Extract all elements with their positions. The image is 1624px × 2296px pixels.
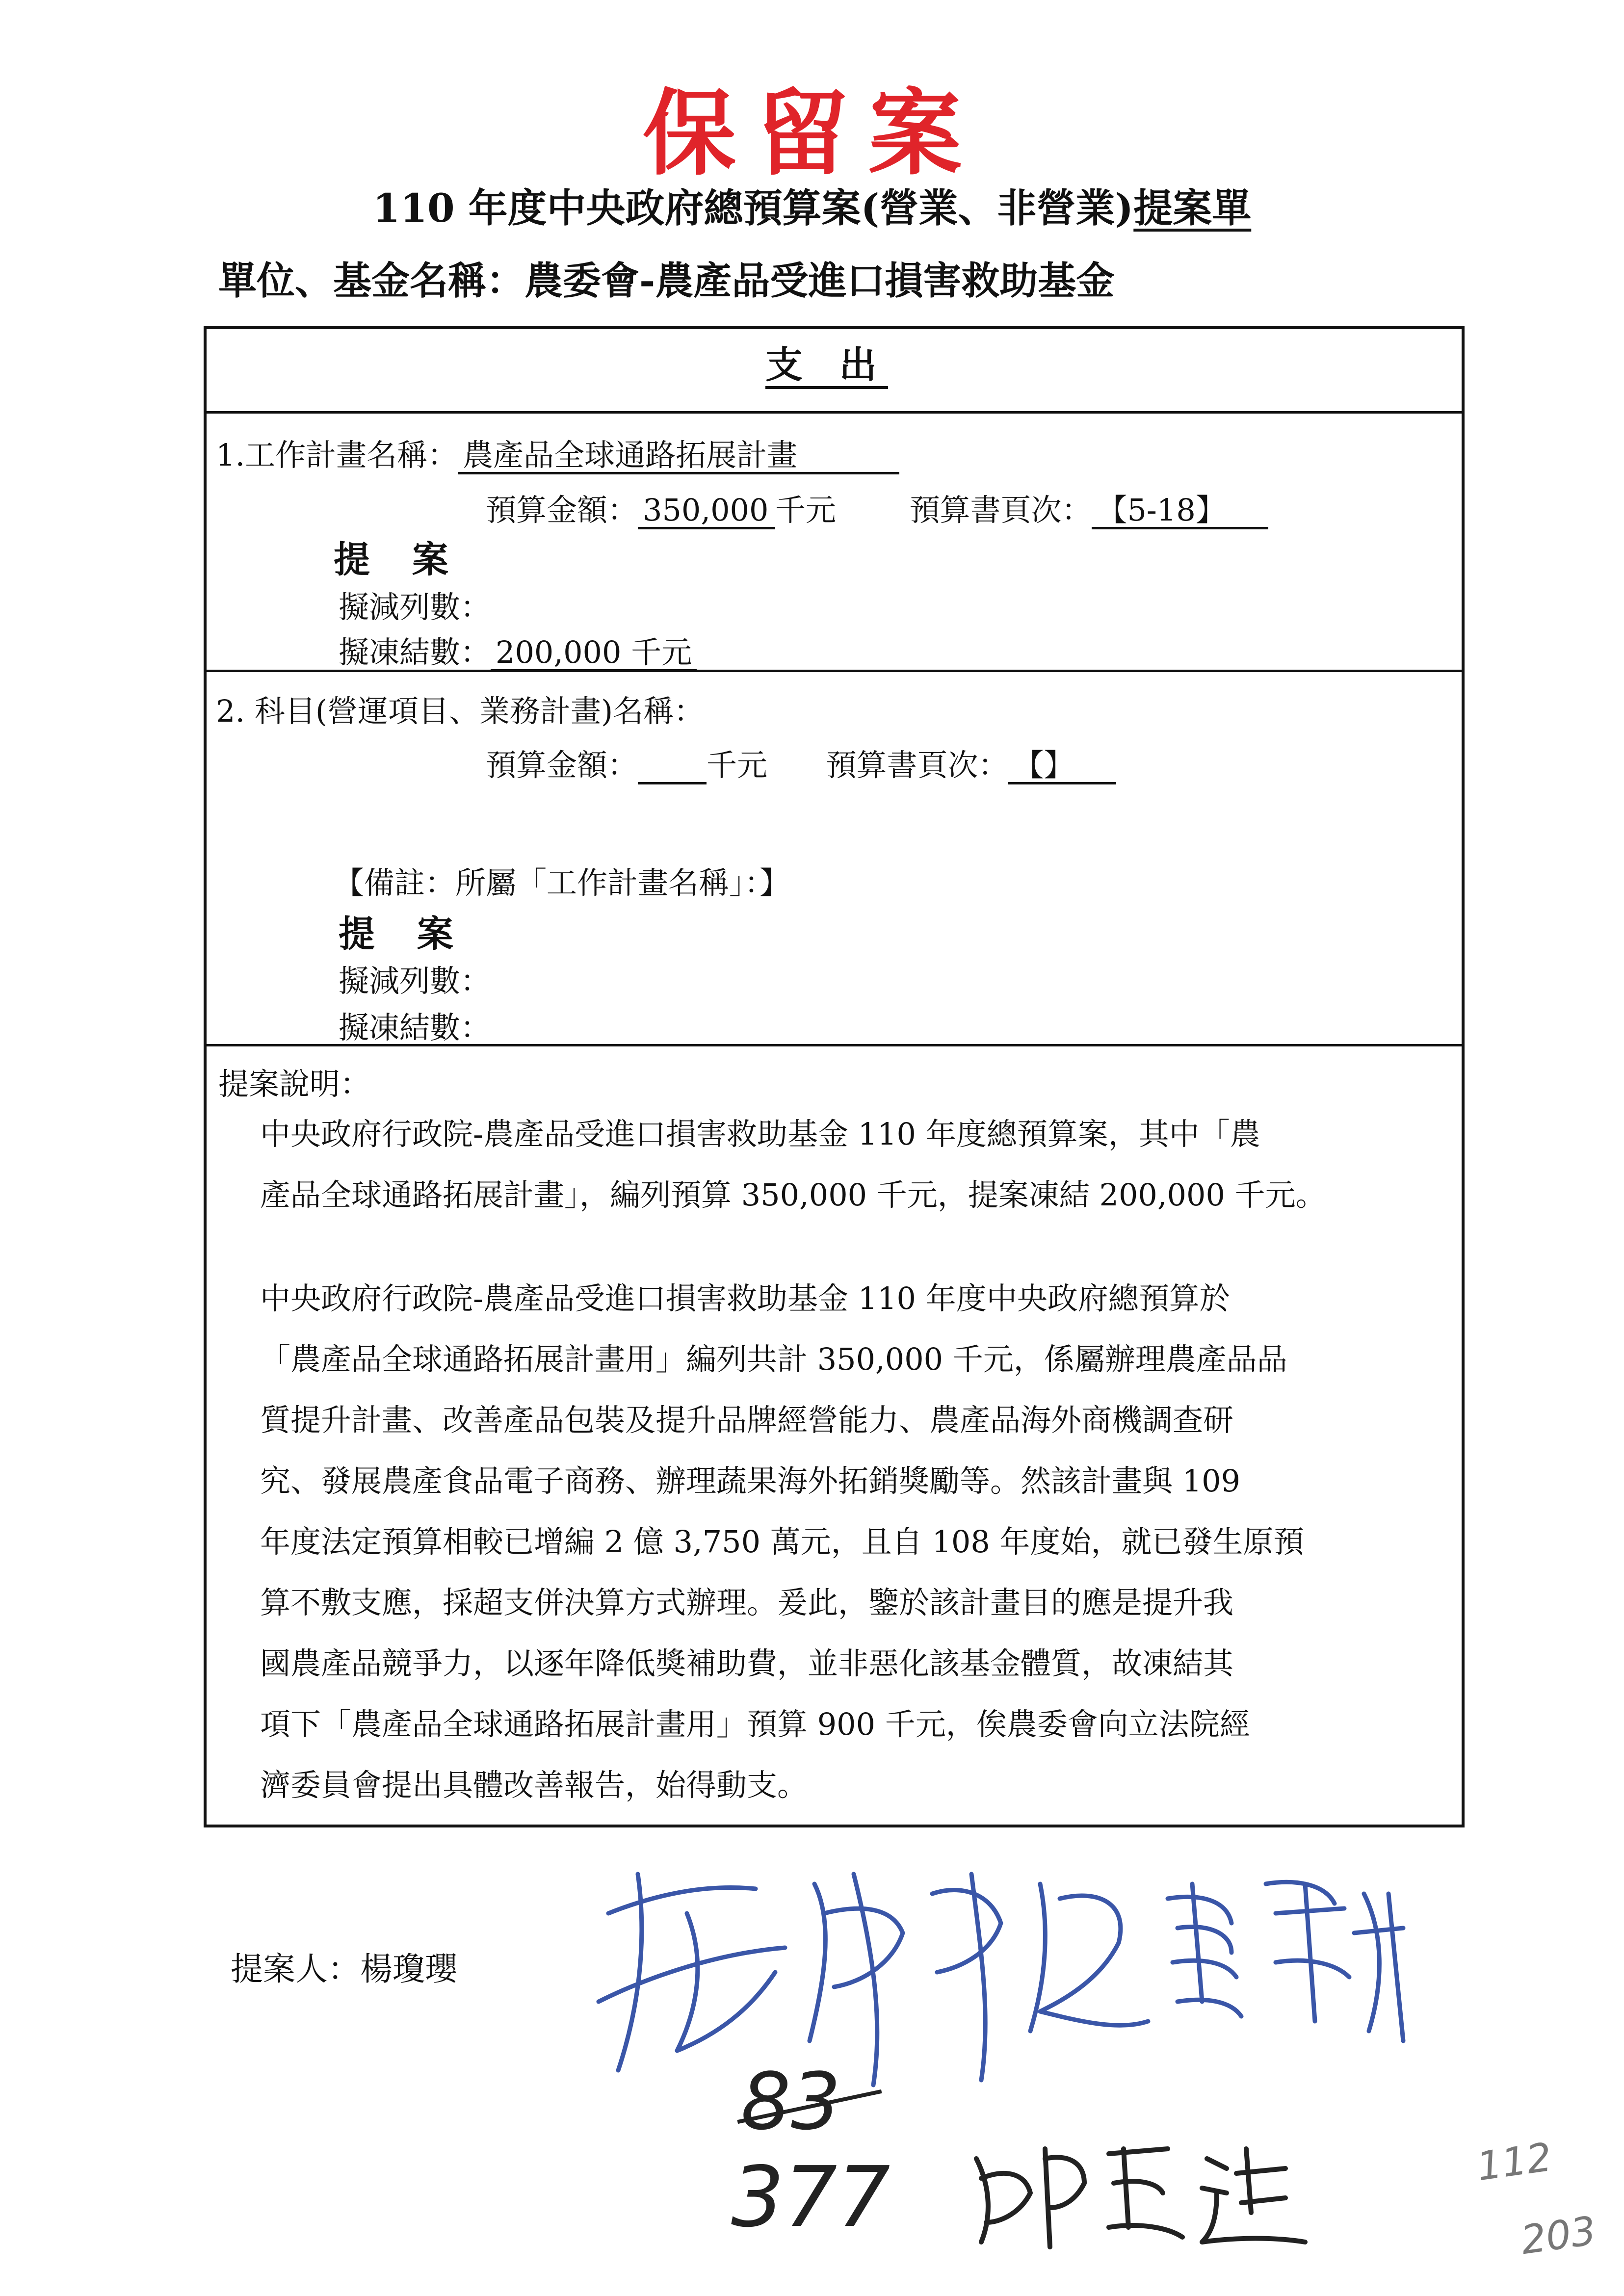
explanation-p1-line: 產品全球通路拓展計畫」，編列預算 350,000 千元，提案凍結 200,000 千元。 — [260, 1177, 1326, 1213]
item1-label — [216, 431, 899, 474]
item1-budget-value: 350,000 — [638, 494, 775, 529]
handwritten-count-new: 377 — [731, 2149, 891, 2246]
explanation-p2-line: 年度法定預算相較已增編 2 億 3,750 萬元，且自 108 年度始，就已發生原預 — [260, 1524, 1304, 1560]
document-title — [0, 177, 1624, 233]
item1-proposal-heading: 提 案 — [334, 539, 463, 581]
handwritten-signature-bottom — [962, 2129, 1315, 2257]
handwritten-count-old: 83 — [741, 2056, 841, 2147]
explanation-heading: 提案說明： — [218, 1066, 371, 1102]
explanation-p2-line: 中央政府行政院-農產品受進口損害救助基金 110 年度中央政府總預算於 — [260, 1280, 1230, 1316]
explanation-paragraph-2 — [260, 1268, 1304, 1816]
item2-freeze-label: 擬凍結數： — [339, 1010, 491, 1045]
explanation-p2-line: 究、發展農產食品電子商務、辦理蔬果海外拓銷獎勵等。然該計畫與 109 — [260, 1463, 1241, 1499]
title-main: 110 年度中央政府總預算案(營業、非營業) — [372, 185, 1134, 231]
handwritten-signatures — [579, 1854, 1462, 2110]
item1-plan-name: 農產品全球通路拓展計畫 — [458, 439, 899, 474]
item2-page-value: 【】 — [1008, 749, 1116, 784]
section-header-expenditure: 支 出 — [765, 343, 888, 389]
item1-page-label: 預算書頁次： — [909, 492, 1092, 528]
item2-label: 2. 科目(營運項目、業務計畫)名稱： — [216, 693, 705, 729]
item1-freeze-row — [339, 628, 697, 672]
item1-freeze-value: 200,000 千元 — [491, 636, 697, 672]
item1-label-text: 1.工作計畫名稱： — [216, 437, 458, 473]
item1-budget-row — [486, 486, 1268, 529]
corner-note-bottom: 203 — [1518, 2207, 1599, 2264]
item1-budget-label: 預算金額： — [486, 492, 638, 528]
item2-note: 【備註：所屬「工作計畫名稱」：】 — [334, 865, 790, 901]
explanation-paragraph-1 — [260, 1104, 1326, 1226]
item2-budget-blank — [638, 749, 707, 784]
item2-budget-label: 預算金額： — [486, 747, 638, 783]
title-suffix: 提案單 — [1133, 185, 1252, 231]
item2-budget-unit: 千元 — [707, 747, 768, 783]
explanation-p2-line: 質提升計畫、改善產品包裝及提升品牌經營能力、農產品海外商機調查研 — [260, 1402, 1234, 1438]
item2-reduce-label: 擬減列數： — [339, 963, 491, 999]
item1-budget-unit: 千元 — [775, 492, 837, 528]
item2-page-label: 預算書頁次： — [826, 747, 1009, 783]
item2-budget-row — [486, 741, 1116, 784]
explanation-p1-line: 中央政府行政院-農產品受進口損害救助基金 110 年度總預算案，其中「農 — [260, 1116, 1260, 1152]
item1-page-value: 【5-18】 — [1092, 494, 1268, 529]
item1-freeze-label: 擬凍結數： — [339, 634, 491, 670]
explanation-p2-line: 「農產品全球通路拓展計畫用」編列共計 350,000 千元，係屬辦理農產品品 — [260, 1341, 1287, 1377]
explanation-p2-line: 項下「農產品全球通路拓展計畫用」預算 900 千元，俟農委會向立法院經 — [260, 1706, 1250, 1742]
explanation-p2-line: 算不敷支應，採超支併決算方式辦理。爰此，鑒於該計畫目的應是提升我 — [260, 1585, 1234, 1620]
unit-fund-name: 單位、基金名稱：農委會-農產品受進口損害救助基金 — [218, 259, 1115, 303]
item2-proposal-heading: 提 案 — [339, 913, 468, 955]
item1-reduce-label: 擬減列數： — [339, 589, 491, 625]
proposer: 提案人：楊瓊瓔 — [231, 1950, 457, 1988]
reserved-stamp: 保留案 — [642, 78, 981, 188]
divider-header — [204, 411, 1465, 414]
explanation-p2-line: 濟委員會提出具體改善報告，始得動支。 — [260, 1767, 808, 1803]
corner-note-top: 112 — [1474, 2134, 1555, 2190]
explanation-p2-line: 國農產品競爭力，以逐年降低獎補助費，並非惡化該基金體質，故凍結其 — [260, 1645, 1234, 1681]
